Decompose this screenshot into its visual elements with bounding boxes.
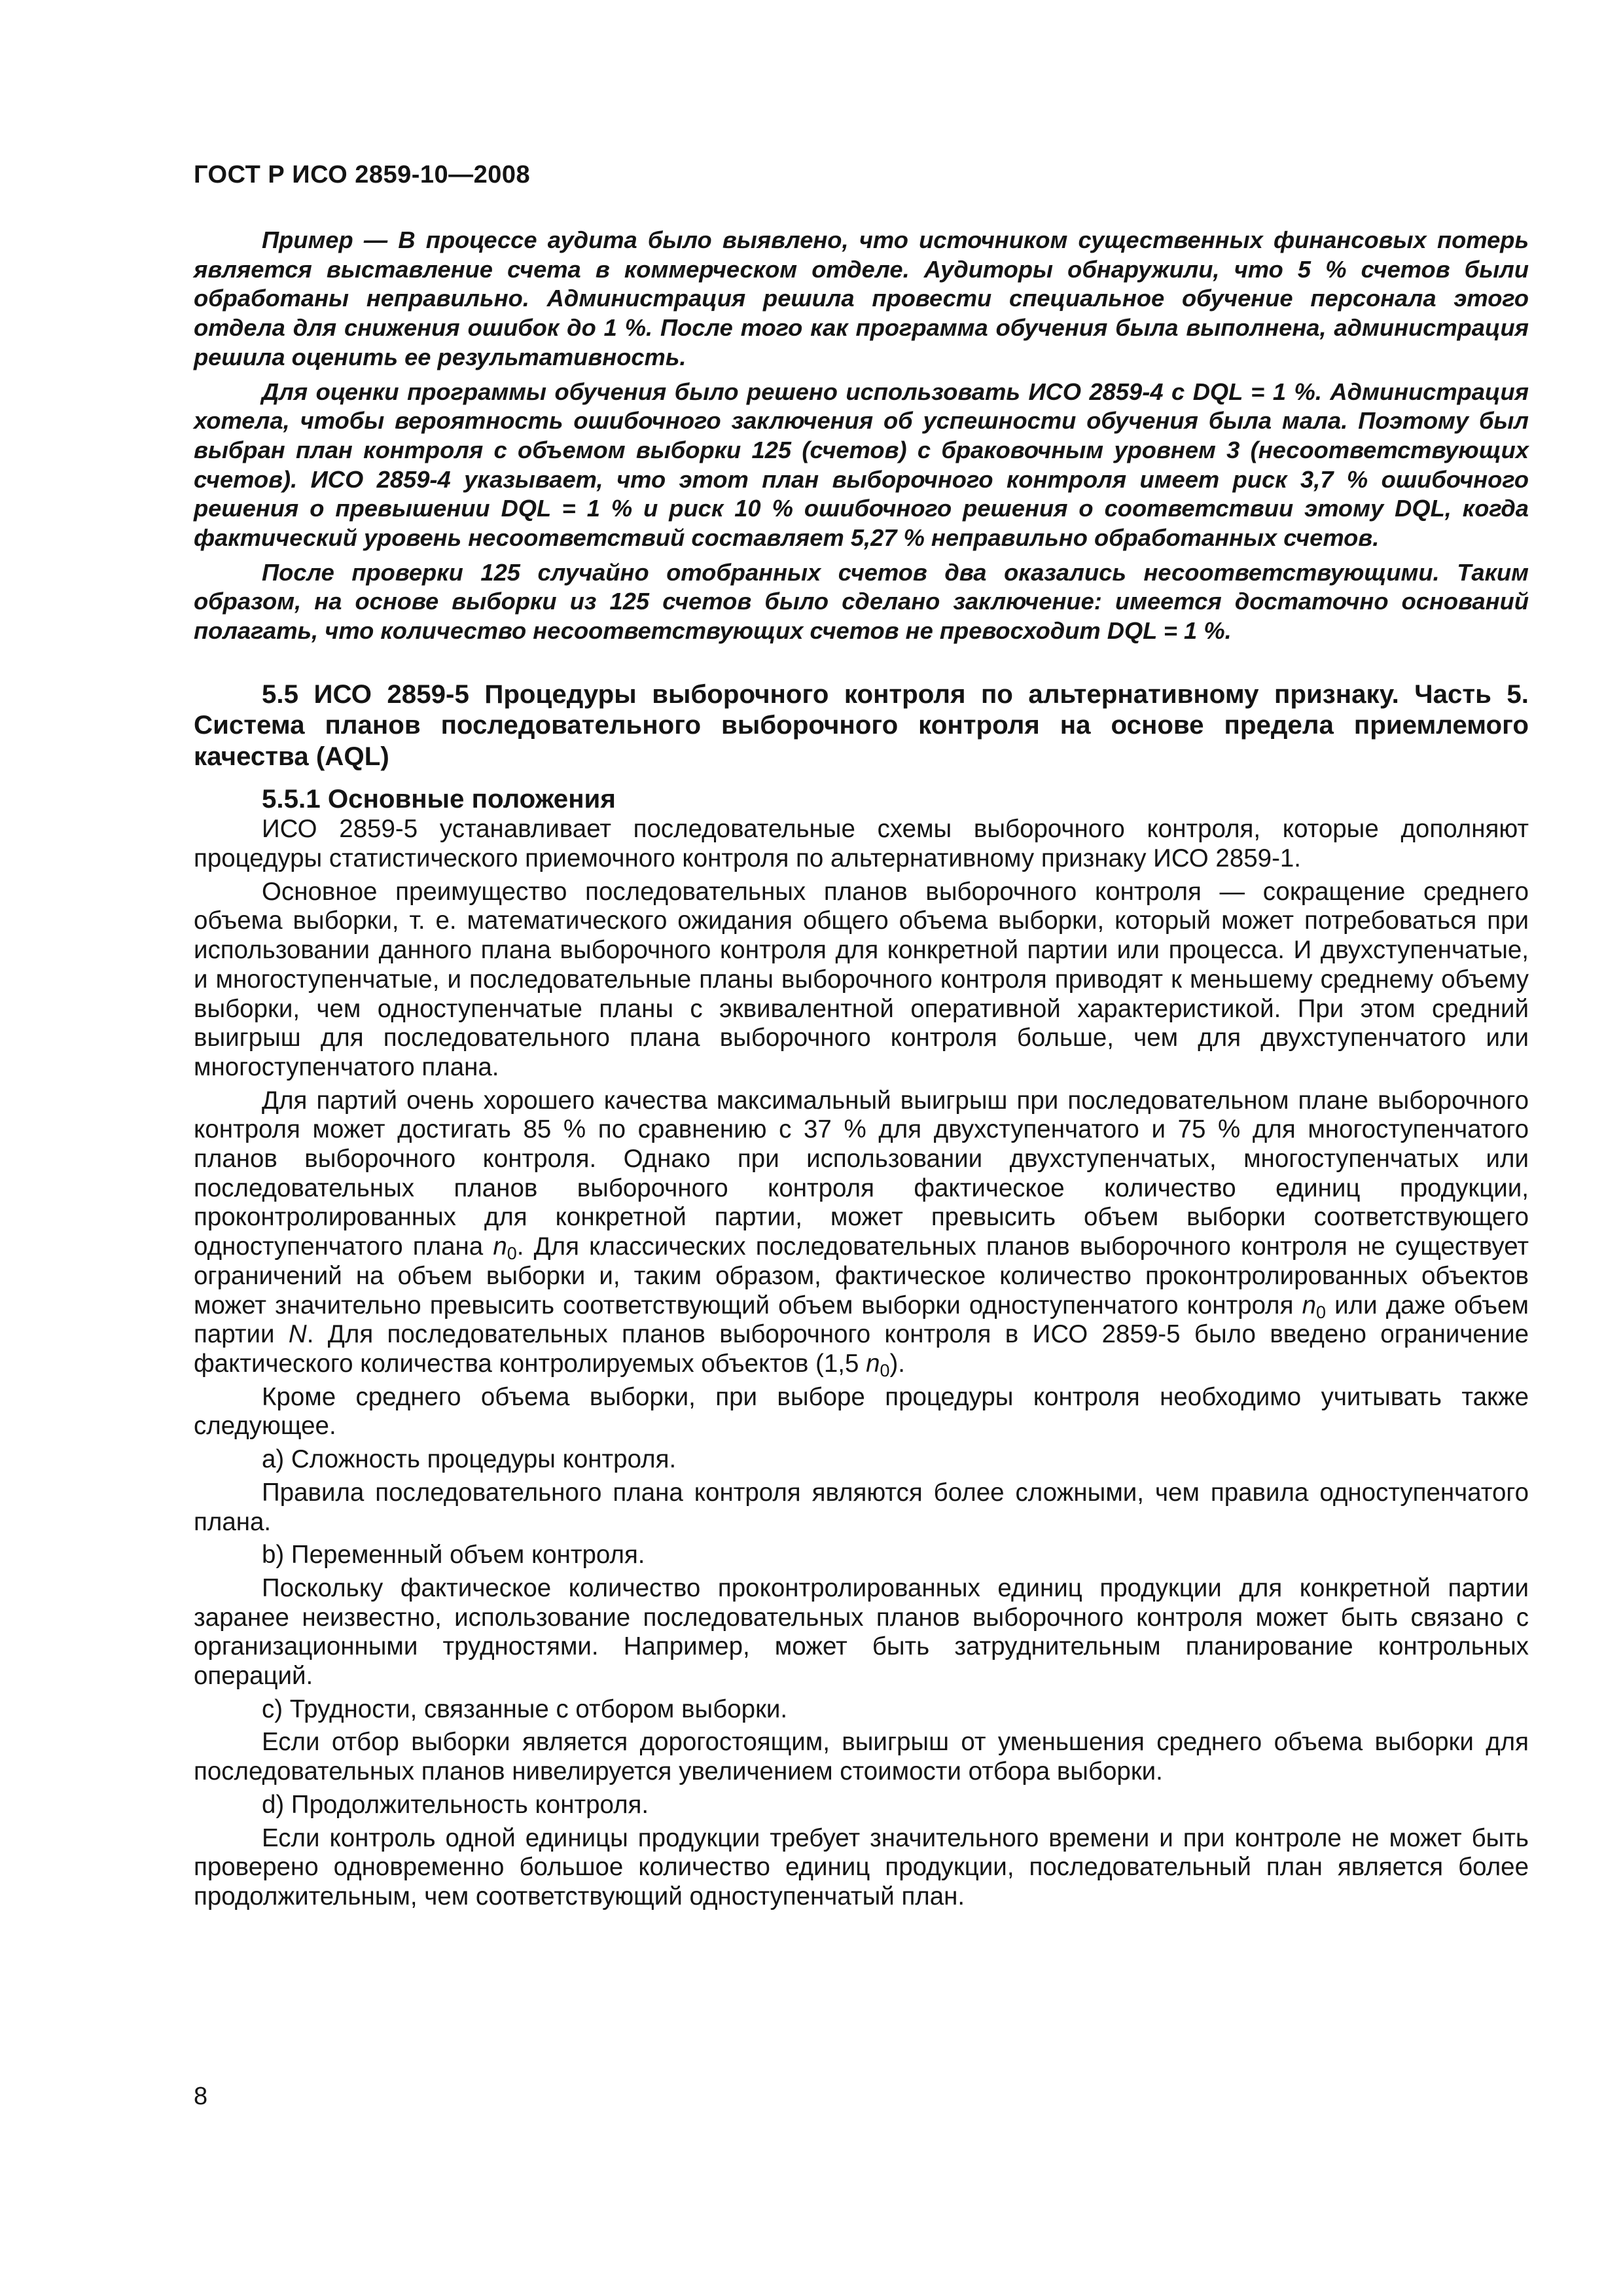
body-paragraph-7: Если отбор выборки является дорогостоящим, выигрыш от уменьшения среднего объема выборки для последовательных планов нивелируется увеличением стоимости отбора выборки. bbox=[194, 1728, 1529, 1786]
paragraph-text: ). bbox=[889, 1350, 906, 1378]
paragraph-text: или даже объем партии bbox=[194, 1291, 1529, 1349]
example-paragraph-3: После проверки 125 случайно отобранных счетов два оказались несоответствующими. Таким образом, на основе выборки из 125 счетов было сделано заключение: имеется достаточно оснований полагать, что количество несоответствующих счетов не превосходит DQL = 1 %. bbox=[194, 558, 1529, 645]
example-paragraph-1: Пример — В процессе аудита было выявлено, что источником существенных финансовых потерь является выставление счета в коммерческом отделе. Аудиторы обнаружили, что 5 % счетов были обработаны неправильно. Администрация решила провести специальное обучение персонала этого отдела для снижения ошибок до 1 %. После того как программа обучения была выполнена, администрация решила оценить ее результативность. bbox=[194, 226, 1529, 370]
paragraph-text: . Для последовательных планов выборочного контроля в ИСО 2859-5 было введено ограничение фактического количества контролируемых объектов (1,5 bbox=[194, 1320, 1529, 1378]
section-body bbox=[194, 815, 1529, 1911]
example-block bbox=[194, 226, 1529, 646]
subsection-title: 5.5.1 Основные положения bbox=[262, 784, 616, 814]
body-paragraph-8: Если контроль одной единицы продукции требует значительного времени и при контроле не может быть проверено одновременно большое количество единиц продукции, последовательный план является более продолжительным, чем соответствующий одноступенчатый план. bbox=[194, 1823, 1529, 1910]
body-paragraph-2: Основное преимущество последовательных планов выборочного контроля — сокращение среднего объема выборки, т. е. математического ожидания общего объема выборки, который может потребоваться при использовании данного плана выборочного контроля для конкретной партии или процесса. И двухступенчатые, и многоступенчатые, и последовательные планы выборочного контроля приводят к меньшему среднему объему выборки, чем одноступенчатые планы с эквивалентной оперативной характеристикой. При этом средний выигрыш для последовательного плана выборочного контроля больше, чем для двухступенчатого или многоступенчатого плана. bbox=[194, 877, 1529, 1081]
subscript-zero: 0 bbox=[507, 1244, 517, 1264]
document-header: ГОСТ Р ИСО 2859-10—2008 bbox=[194, 161, 531, 188]
list-item-a: а) Сложность процедуры контроля. bbox=[262, 1445, 677, 1474]
page-number: 8 bbox=[194, 2083, 208, 2110]
list-item-c: с) Трудности, связанные с отбором выборки. bbox=[262, 1695, 788, 1723]
variable-n: n bbox=[866, 1350, 880, 1378]
body-paragraph-4: Кроме среднего объема выборки, при выборе процедуры контроля необходимо учитывать также следующее. bbox=[194, 1382, 1529, 1441]
list-item-b: b) Переменный объем контроля. bbox=[262, 1541, 645, 1570]
variable-n: n bbox=[493, 1232, 507, 1261]
subscript-zero: 0 bbox=[1316, 1302, 1327, 1322]
body-paragraph-3 bbox=[194, 1086, 1529, 1379]
subscript-zero: 0 bbox=[880, 1361, 890, 1380]
example-paragraph-2: Для оценки программы обучения было решено использовать ИСО 2859-4 с DQL = 1 %. Администрация хотела, чтобы вероятность ошибочного заключения об успешности обучения была мала. Поэтому был выбран план контроля с объемом выборки 125 (счетов) с браковочным уровнем 3 (несоответствующих счетов). ИСО 2859-4 указывает, что этот план выборочного контроля имеет риск 3,7 % ошибочного решения о превышении DQL = 1 % и риск 10 % ошибочного решения о соответствии этому DQL, когда фактический уровень несоответствий составляет 5,27 % неправильно обработанных счетов. bbox=[194, 378, 1529, 552]
body-paragraph-6: Поскольку фактическое количество проконтролированных единиц продукции для конкретной партии заранее неизвестно, использование последовательных планов выборочного контроля может быть связано с организационными трудностями. Например, может быть затруднительным планирование контрольных операций. bbox=[194, 1573, 1529, 1691]
body-paragraph-5: Правила последовательного плана контроля являются более сложными, чем правила одноступенчатого плана. bbox=[194, 1478, 1529, 1536]
paragraph-text: . Для классических последовательных планов выборочного контроля не существует ограничений на объем выборки и, таким образом, фактическое количество проконтролированных объектов может значительно превысить соответствующий объем выборки одноступенчатого контроля bbox=[194, 1232, 1529, 1319]
list-item-d: d) Продолжительность контроля. bbox=[262, 1790, 649, 1819]
page-content bbox=[194, 226, 1529, 1916]
variable-lot-size: N bbox=[288, 1320, 307, 1349]
variable-n: n bbox=[1302, 1291, 1317, 1319]
section-title: 5.5 ИСО 2859-5 Процедуры выборочного контроля по альтернативному признаку. Часть 5. Система планов последовательного выборочного контроля на основе предела приемлемого качества (AQL) bbox=[194, 679, 1529, 771]
body-paragraph-1: ИСО 2859-5 устанавливает последовательные схемы выборочного контроля, которые дополняют процедуры статистического приемочного контроля по альтернативному признаку ИСО 2859-1. bbox=[194, 815, 1529, 873]
paragraph-text: Для партий очень хорошего качества максимальный выигрыш при последовательном плане выборочного контроля может достигать 85 % по сравнению с 37 % для двухступенчатого и 75 % для многоступенчатого планов выборочного контроля. Однако при использовании двухступенчатых, многоступенчатых или последовательных планов выборочного контроля фактическое количество единиц продукции, проконтролированных для конкретной партии, может превысить объем выборки соответствующего одноступенчатого плана bbox=[194, 1086, 1529, 1261]
